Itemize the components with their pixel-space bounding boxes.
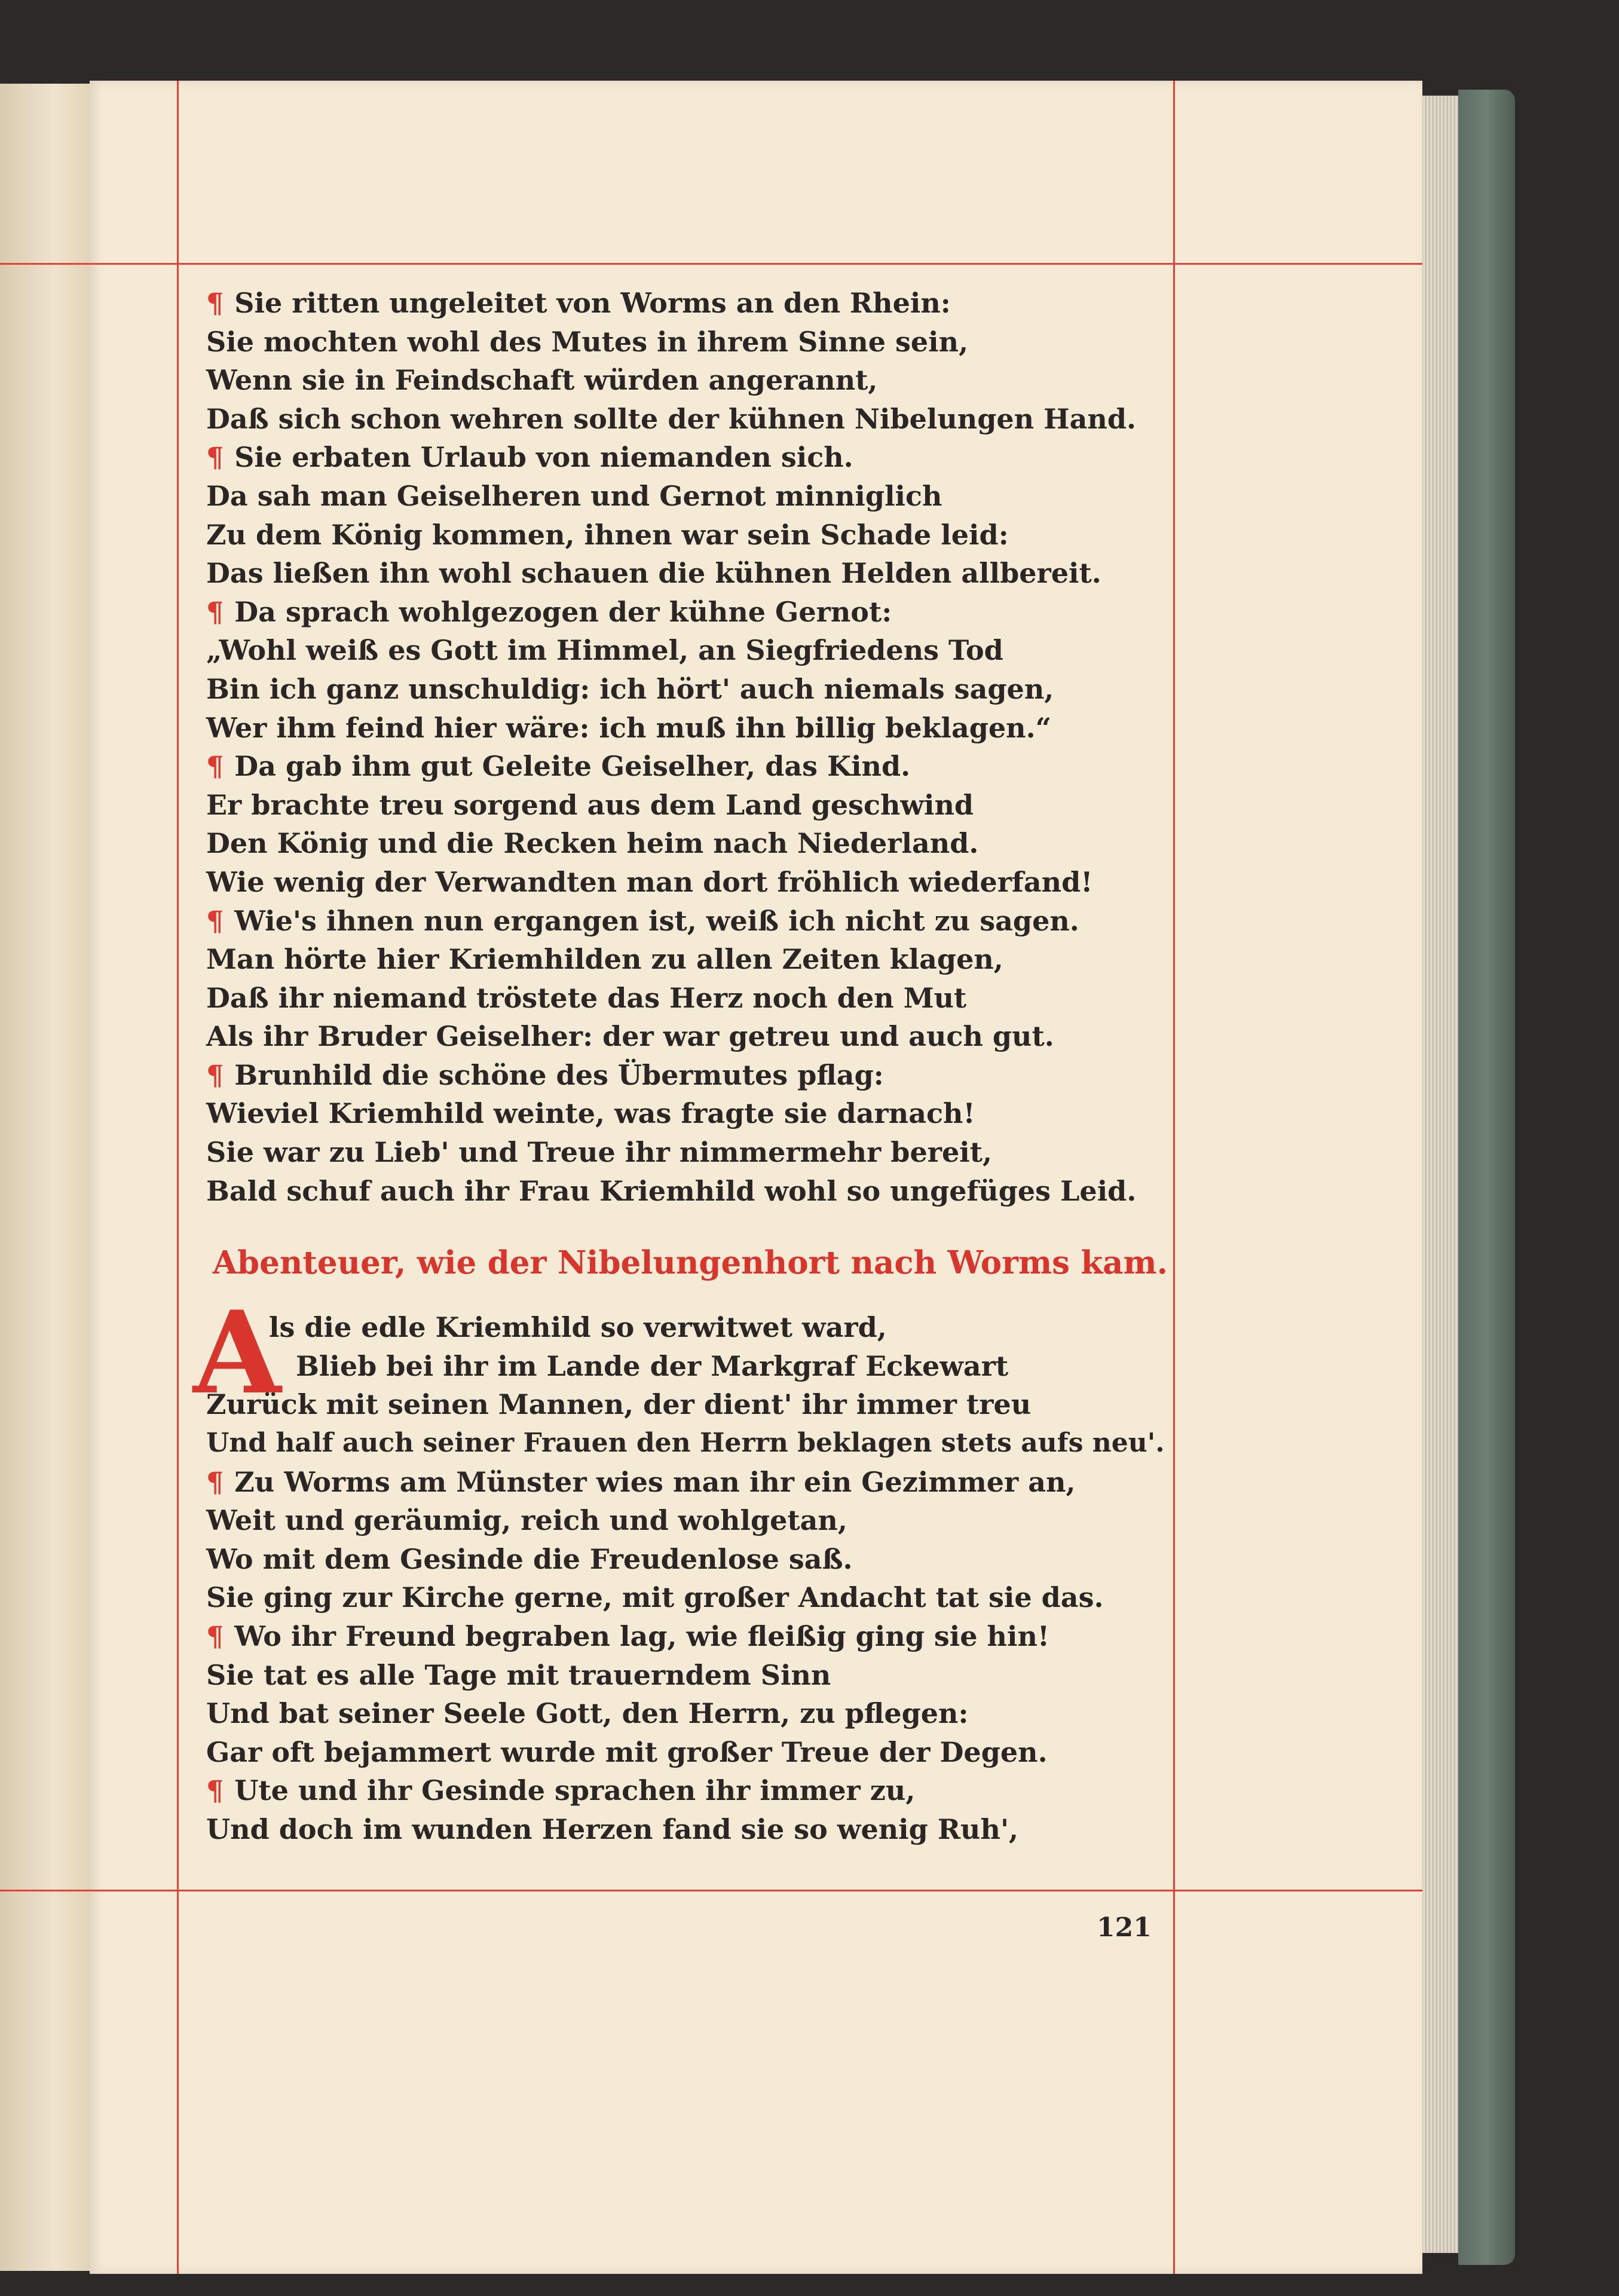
verse-line	[206, 1094, 1174, 1133]
drop-line: ls die edle Kriemhild so verwitwet ward,	[269, 1311, 887, 1344]
verse-line	[206, 1056, 1174, 1095]
verse-line	[206, 1771, 1174, 1810]
verse-line	[206, 1017, 1174, 1056]
paragraph-mark: ¶	[206, 441, 224, 474]
verse-line	[206, 747, 1174, 786]
verse-line	[206, 1540, 1174, 1579]
verse-line	[206, 361, 1174, 400]
verse-text: Sie erbaten Urlaub von niemanden sich.	[234, 441, 853, 474]
verse-text: Bald schuf auch ihr Frau Kriemhild wohl so ungefüges Leid.	[206, 1174, 1137, 1207]
paragraph-mark: ¶	[206, 904, 224, 937]
verse-text: Und bat seiner Seele Gott, den Herrn, zu pflegen:	[206, 1697, 969, 1730]
verse-text: Zu Worms am Münster wies man ihr ein Gezimmer an,	[234, 1465, 1076, 1498]
verse-line	[206, 863, 1174, 902]
verse-line	[206, 709, 1174, 748]
verse-line	[206, 1463, 1174, 1502]
verse-text: Wenn sie in Feindschaft würden angerannt,	[206, 364, 878, 397]
verse-line	[206, 902, 1174, 941]
verse-text: Wo mit dem Gesinde die Freudenlose saß.	[206, 1542, 853, 1575]
verse-line: Und half auch seiner Frauen den Herrn beklagen stets aufs neu'.	[206, 1428, 1165, 1459]
verse-line	[206, 1810, 1174, 1849]
verse-line	[206, 1578, 1174, 1617]
verse-text: Bin ich ganz unschuldig: ich hört' auch niemals sagen,	[206, 672, 1054, 705]
paragraph-mark: ¶	[206, 595, 224, 628]
verse-line	[206, 786, 1174, 825]
stanzas-bottom	[206, 1463, 1174, 1849]
verse-text: Sie war zu Lieb' und Treue ihr nimmermehr bereit,	[206, 1136, 992, 1169]
verse-line	[206, 284, 1174, 323]
book-cover-edge	[1458, 90, 1515, 2265]
verse-text: Sie ging zur Kirche gerne, mit großer Andacht tat sie das.	[206, 1581, 1104, 1614]
verse-line	[206, 940, 1174, 979]
verse-text: Den König und die Recken heim nach Niederland.	[206, 827, 979, 860]
paragraph-mark: ¶	[206, 287, 224, 319]
verse-text: Wie's ihnen nun ergangen ist, weiß ich nicht zu sagen.	[234, 904, 1079, 937]
verse-line	[206, 593, 1174, 632]
verse-line	[206, 1501, 1174, 1540]
paragraph-mark: ¶	[206, 1058, 224, 1091]
verse-line	[206, 1694, 1174, 1733]
verse-text: Gar oft bejammert wurde mit großer Treue der Degen.	[206, 1735, 1048, 1768]
verse-text: Weit und geräumig, reich und wohlgetan,	[206, 1504, 847, 1537]
verse-text: Als ihr Bruder Geiselher: der war getreu und auch gut.	[206, 1020, 1054, 1053]
paragraph-mark: ¶	[206, 1774, 224, 1807]
paragraph-mark: ¶	[206, 1620, 224, 1652]
paragraph-mark: ¶	[206, 1465, 224, 1498]
page-number: 121	[1097, 1912, 1152, 1943]
verse-text: Zu dem König kommen, ihnen war sein Schade leid:	[206, 518, 1009, 551]
verse-text: „Wohl weiß es Gott im Himmel, an Siegfriedens Tod	[206, 634, 1003, 667]
verse-line	[206, 554, 1174, 593]
verse-text: Er brachte treu sorgend aus dem Land geschwind	[206, 788, 974, 821]
verse-line	[206, 1172, 1174, 1211]
rule-bottom	[0, 1890, 1422, 1891]
drop-line: Blieb bei ihr im Lande der Markgraf Eckewart	[296, 1349, 1009, 1382]
verse-text: Sie tat es alle Tage mit trauerndem Sinn	[206, 1658, 831, 1691]
verse-text: Ute und ihr Gesinde sprachen ihr immer zu,	[234, 1774, 916, 1807]
verse-text: Das ließen ihn wohl schauen die kühnen Helden allbereit.	[206, 557, 1101, 590]
verse-line	[206, 824, 1174, 863]
text-block	[193, 284, 1174, 1849]
verse-text: Da gab ihm gut Geleite Geiselher, das Kind.	[234, 750, 911, 783]
verse-text: Wer ihm feind hier wäre: ich muß ihn billig beklagen.“	[206, 711, 1052, 744]
verse-text: Daß sich schon wehren sollte der kühnen Nibelungen Hand.	[206, 402, 1137, 435]
verse-line	[206, 631, 1174, 670]
verse-line	[206, 400, 1174, 439]
verse-text: Brunhild die schöne des Übermutes pflag:	[234, 1058, 884, 1091]
verse-line	[206, 979, 1174, 1018]
verse-text: Da sprach wohlgezogen der kühne Gernot:	[234, 595, 892, 628]
verse-text: Wie wenig der Verwandten man dort fröhlich wiederfand!	[206, 865, 1093, 898]
verse-line	[206, 477, 1174, 516]
rule-left	[177, 81, 179, 2274]
verse-line	[206, 670, 1174, 709]
verse-text: Man hörte hier Kriemhilden zu allen Zeiten klagen,	[206, 943, 1003, 976]
verse-text: Da sah man Geiselheren und Gernot minniglich	[206, 479, 942, 512]
verse-text: Wo ihr Freund begraben lag, wie fleißig ging sie hin!	[234, 1620, 1050, 1652]
stanzas-top	[206, 284, 1174, 1210]
verse-text: Wieviel Kriemhild weinte, was fragte sie darnach!	[206, 1097, 975, 1130]
verse-line: Zurück mit seinen Mannen, der dient' ihr immer treu	[206, 1388, 1032, 1421]
verse-text: Sie mochten wohl des Mutes in ihrem Sinne sein,	[206, 325, 969, 358]
drop-cap: A	[193, 1286, 281, 1420]
verse-text: Und doch im wunden Herzen fand sie so wenig Ruh',	[206, 1813, 1019, 1845]
verse-line	[206, 438, 1174, 477]
paragraph-mark: ¶	[206, 750, 224, 783]
verse-text: Sie ritten ungeleitet von Worms an den Rhein:	[234, 287, 951, 319]
verse-text: Daß ihr niemand tröstete das Herz noch den Mut	[206, 981, 967, 1014]
verse-line	[206, 1133, 1174, 1172]
verse-line	[206, 1617, 1174, 1656]
verse-line	[206, 1733, 1174, 1772]
left-page-edge	[0, 84, 90, 2271]
verse-line	[206, 516, 1174, 555]
rule-top	[0, 263, 1422, 265]
chapter-heading: Abenteuer, wie der Nibelungenhort nach Worms kam.	[212, 1244, 1168, 1282]
verse-line	[206, 323, 1174, 362]
verse-line	[206, 1656, 1174, 1695]
